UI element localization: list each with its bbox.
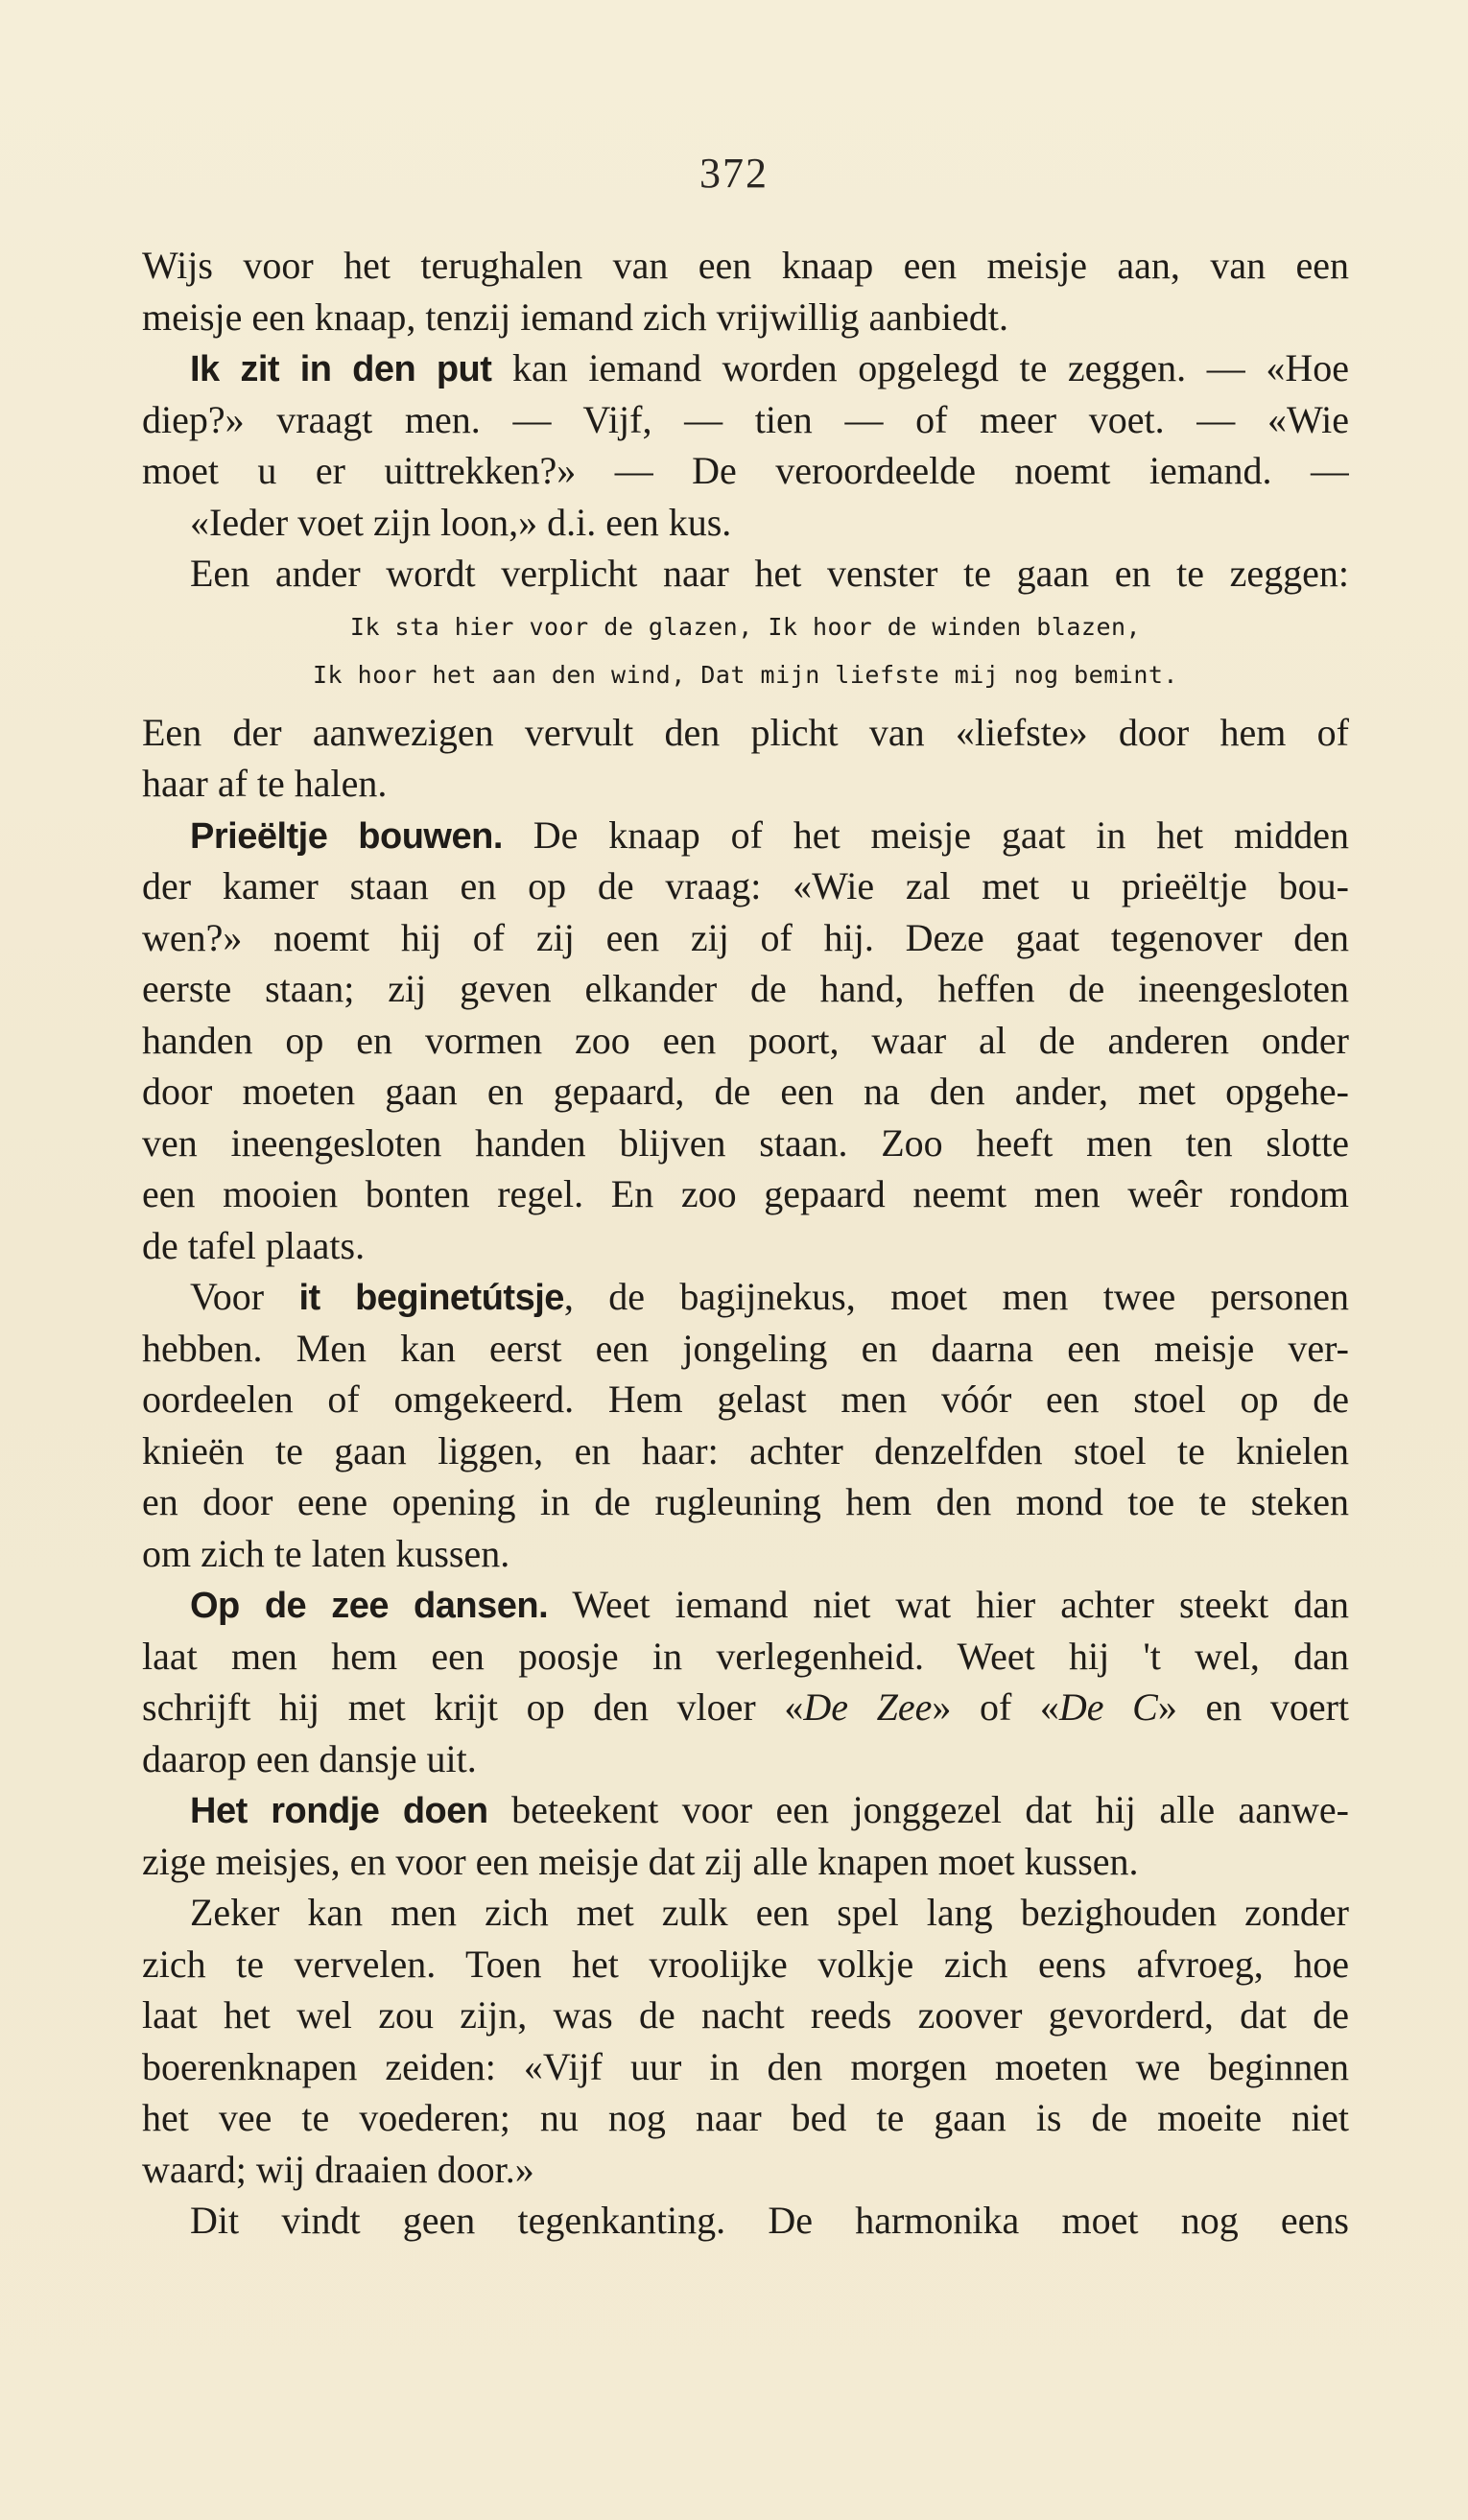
text-run: Voor bbox=[190, 1275, 299, 1318]
text-line bbox=[142, 1579, 1349, 1631]
text-line: en door eene opening in de rugleuning hem den mond toe te steken bbox=[142, 1480, 1349, 1523]
paragraph-put bbox=[142, 342, 1349, 548]
page-number: 372 bbox=[699, 150, 769, 197]
verse-line: Ik hoor het aan den wind, Dat mijn liefste mij nog bemint. bbox=[313, 660, 1178, 689]
text-line: boerenknapen zeiden: «Vijf uur in den morgen moeten we beginnen bbox=[142, 2044, 1349, 2088]
text-line: een mooien bonten regel. En zoo gepaard neemt men weêr rondom bbox=[142, 1172, 1349, 1215]
text-run: schrijft hij met krijt op den vloer « bbox=[142, 1685, 804, 1729]
text-run: kan iemand worden opgelegd te zeggen. — «Hoe bbox=[491, 346, 1349, 389]
paragraph-1 bbox=[142, 240, 1349, 342]
text-line: «Ieder voet zijn loon,» d.i. een kus. bbox=[190, 500, 732, 544]
text-line: daarop een dansje uit. bbox=[142, 1736, 477, 1780]
text-line: Een ander wordt verplicht naar het venster te gaan en te zeggen: bbox=[190, 552, 1349, 595]
text-line: moet u er uittrekken?» — De veroordeelde noemt iemand. — bbox=[142, 449, 1349, 492]
text-line: door moeten gaan en gepaard, de een na den ander, met opgehe- bbox=[142, 1070, 1349, 1113]
text-line: wen?» noemt hij of zij een zij of hij. Deze gaat tegenover den bbox=[142, 915, 1349, 959]
text-line bbox=[142, 810, 1349, 861]
paragraph-beginetutsje bbox=[142, 1271, 1349, 1579]
text-line: om zich te laten kussen. bbox=[142, 1531, 510, 1575]
paragraph-venster bbox=[142, 548, 1349, 810]
text-line bbox=[142, 1271, 1349, 1323]
text-line: waard; wij draaien door.» bbox=[142, 2147, 534, 2191]
game-title-put: Ik zit in den put bbox=[190, 349, 492, 389]
text-run: Weet iemand niet wat hier achter steekt dan bbox=[548, 1583, 1349, 1626]
text-line: haar af te halen. bbox=[142, 762, 388, 805]
text-line: Wijs voor het terughalen van een knaap een meisje aan, van een bbox=[142, 244, 1349, 287]
game-title-beginetutsje: it beginetútsje bbox=[298, 1278, 564, 1318]
text-line: handen op en vormen zoo een poort, waar al de anderen onder bbox=[142, 1018, 1349, 1062]
text-run: De knaap of het meisje gaat in het midden bbox=[502, 813, 1349, 857]
text-run: » of « bbox=[932, 1685, 1059, 1729]
text-line bbox=[142, 1784, 1349, 1836]
game-title-zee: Op de zee dansen. bbox=[190, 1586, 549, 1626]
text-line: de tafel plaats. bbox=[142, 1223, 366, 1267]
text-run: , de bagijnekus, moet men twee personen bbox=[563, 1275, 1349, 1318]
paragraph-rondje bbox=[142, 1784, 1349, 1887]
game-title-rondje: Het rondje doen bbox=[190, 1791, 488, 1831]
text-line: Een der aanwezigen vervult den plicht van «liefste» door hem of bbox=[142, 710, 1349, 754]
text-line: hebben. Men kan eerst een jongeling en daarna een meisje ver- bbox=[142, 1326, 1349, 1370]
text-line bbox=[142, 1682, 1349, 1733]
text-line: eerste staan; zij geven elkander de hand, heffen de ineengesloten bbox=[142, 967, 1349, 1010]
verse bbox=[142, 600, 1349, 707]
text-line: Dit vindt geen tegenkanting. De harmonika moet nog eens bbox=[190, 2199, 1349, 2242]
text-line: Zeker kan men zich met zulk een spel lang bezighouden zonder bbox=[190, 1891, 1349, 1934]
text-line: meisje een knaap, tenzij iemand zich vrijwillig aanbiedt. bbox=[142, 294, 1009, 339]
text-run: beteekent voor een jonggezel dat hij alle aanwe- bbox=[487, 1788, 1349, 1831]
text-line bbox=[142, 342, 1349, 394]
paragraph-prieeltje bbox=[142, 810, 1349, 1272]
italic-text: De Zee bbox=[803, 1685, 933, 1729]
body-text bbox=[142, 240, 1349, 2247]
game-title-prieeltje: Prieëltje bouwen. bbox=[190, 815, 503, 857]
text-line: oordeelen of omgekeerd. Hem gelast men vóór een stoel op de bbox=[142, 1378, 1349, 1421]
paragraph-zee bbox=[142, 1579, 1349, 1784]
text-line: laat het wel zou zijn, was de nacht reeds zoover gevorderd, dat de bbox=[142, 1993, 1349, 2037]
text-run: » en voert bbox=[1157, 1685, 1349, 1729]
verse-line: Ik sta hier voor de glazen, Ik hoor de winden blazen, bbox=[349, 612, 1142, 641]
text-line: knieën te gaan liggen, en haar: achter denzelfden stoel te knielen bbox=[142, 1428, 1349, 1472]
text-line: het vee te voederen; nu nog naar bed te gaan is de moeite niet bbox=[142, 2096, 1349, 2139]
paragraph-harmonika bbox=[142, 2195, 1349, 2247]
text-line: diep?» vraagt men. — Vijf, — tien — of meer voet. — «Wie bbox=[142, 397, 1349, 441]
text-line: ven ineengesloten handen blijven staan. Zoo heeft men ten slotte bbox=[142, 1120, 1349, 1165]
text-line: laat men hem een poosje in verlegenheid. Weet hij 't wel, dan bbox=[142, 1634, 1349, 1678]
paragraph-zeker bbox=[142, 1887, 1349, 2195]
text-line: zich te vervelen. Toen het vroolijke volkje zich eens afvroeg, hoe bbox=[142, 1942, 1349, 1986]
italic-text: De C bbox=[1058, 1685, 1158, 1729]
text-line: der kamer staan en op de vraag: «Wie zal met u prieëltje bou- bbox=[142, 864, 1349, 907]
text-line: zige meisjes, en voor een meisje dat zij alle knapen moet kussen. bbox=[142, 1839, 1139, 1883]
